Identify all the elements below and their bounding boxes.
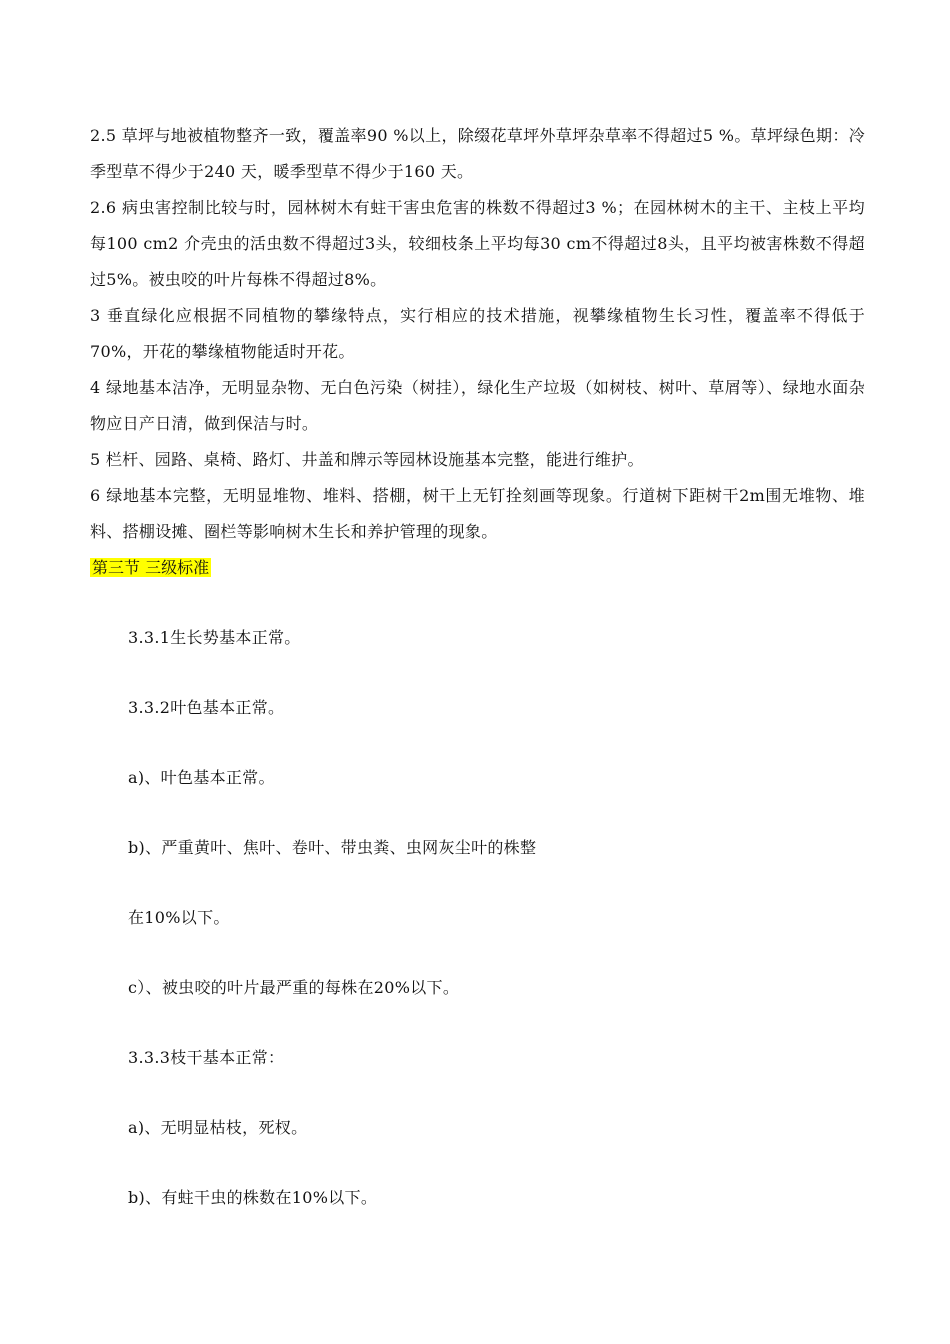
item-a-leaf: a)、叶色基本正常。 bbox=[128, 768, 275, 787]
paragraph-6: 6 绿地基本完整，无明显堆物、堆料、搭棚，树干上无钉拴刻画等现象。行道树下距树干2m围无堆物、堆料、搭棚设摊、圈栏等影响树木生长和养护管理的现象。 bbox=[90, 486, 865, 541]
item-b-leaf-cont: 在10%以下。 bbox=[128, 908, 230, 927]
item-3-3-3: 3.3.3枝干基本正常： bbox=[128, 1048, 285, 1067]
section-heading-highlight: 第三节 三级标准 bbox=[92, 558, 210, 577]
item-3-3-1: 3.3.1生长势基本正常。 bbox=[128, 628, 301, 647]
paragraph-5: 5 栏杆、园路、桌椅、路灯、井盖和牌示等园林设施基本完整，能进行维护。 bbox=[90, 450, 644, 469]
item-3-3-2: 3.3.2叶色基本正常。 bbox=[128, 698, 285, 717]
item-b-leaf: b)、严重黄叶、焦叶、卷叶、带虫粪、虫网灰尘叶的株整 bbox=[128, 838, 537, 857]
section-heading bbox=[90, 553, 211, 583]
paragraph-4: 4 绿地基本洁净，无明显杂物、无白色污染（树挂），绿化生产垃圾（如树枝、树叶、草屑等）、绿地水面杂物应日产日清，做到保洁与时。 bbox=[90, 378, 865, 433]
paragraph-3: 3 垂直绿化应根据不同植物的攀缘特点，实行相应的技术措施，视攀缘植物生长习性，覆盖率不得低于70%，开花的攀缘植物能适时开花。 bbox=[90, 306, 865, 361]
item-c-leaf: c）、被虫咬的叶片最严重的每株在20%以下。 bbox=[128, 978, 460, 997]
paragraph-2-6: 2.6 病虫害控制比较与时，园林树木有蛀干害虫危害的株数不得超过3 %；在园林树木的主干、主枝上平均每100 cm2 介壳虫的活虫数不得超过3头，较细枝条上平均每30 cm不得超过8头，且平均被害株数不得超过5%。被虫咬的叶片每株不得超过8%。 bbox=[90, 198, 865, 289]
paragraph-2-5: 2.5 草坪与地被植物整齐一致，覆盖率90 %以上，除缀花草坪外草坪杂草率不得超过5 %。草坪绿色期：冷季型草不得少于240 天，暖季型草不得少于160 天。 bbox=[90, 126, 865, 181]
item-b-branch: b)、有蛀干虫的株数在10%以下。 bbox=[128, 1188, 378, 1207]
item-a-branch: a)、无明显枯枝，死杈。 bbox=[128, 1118, 308, 1137]
